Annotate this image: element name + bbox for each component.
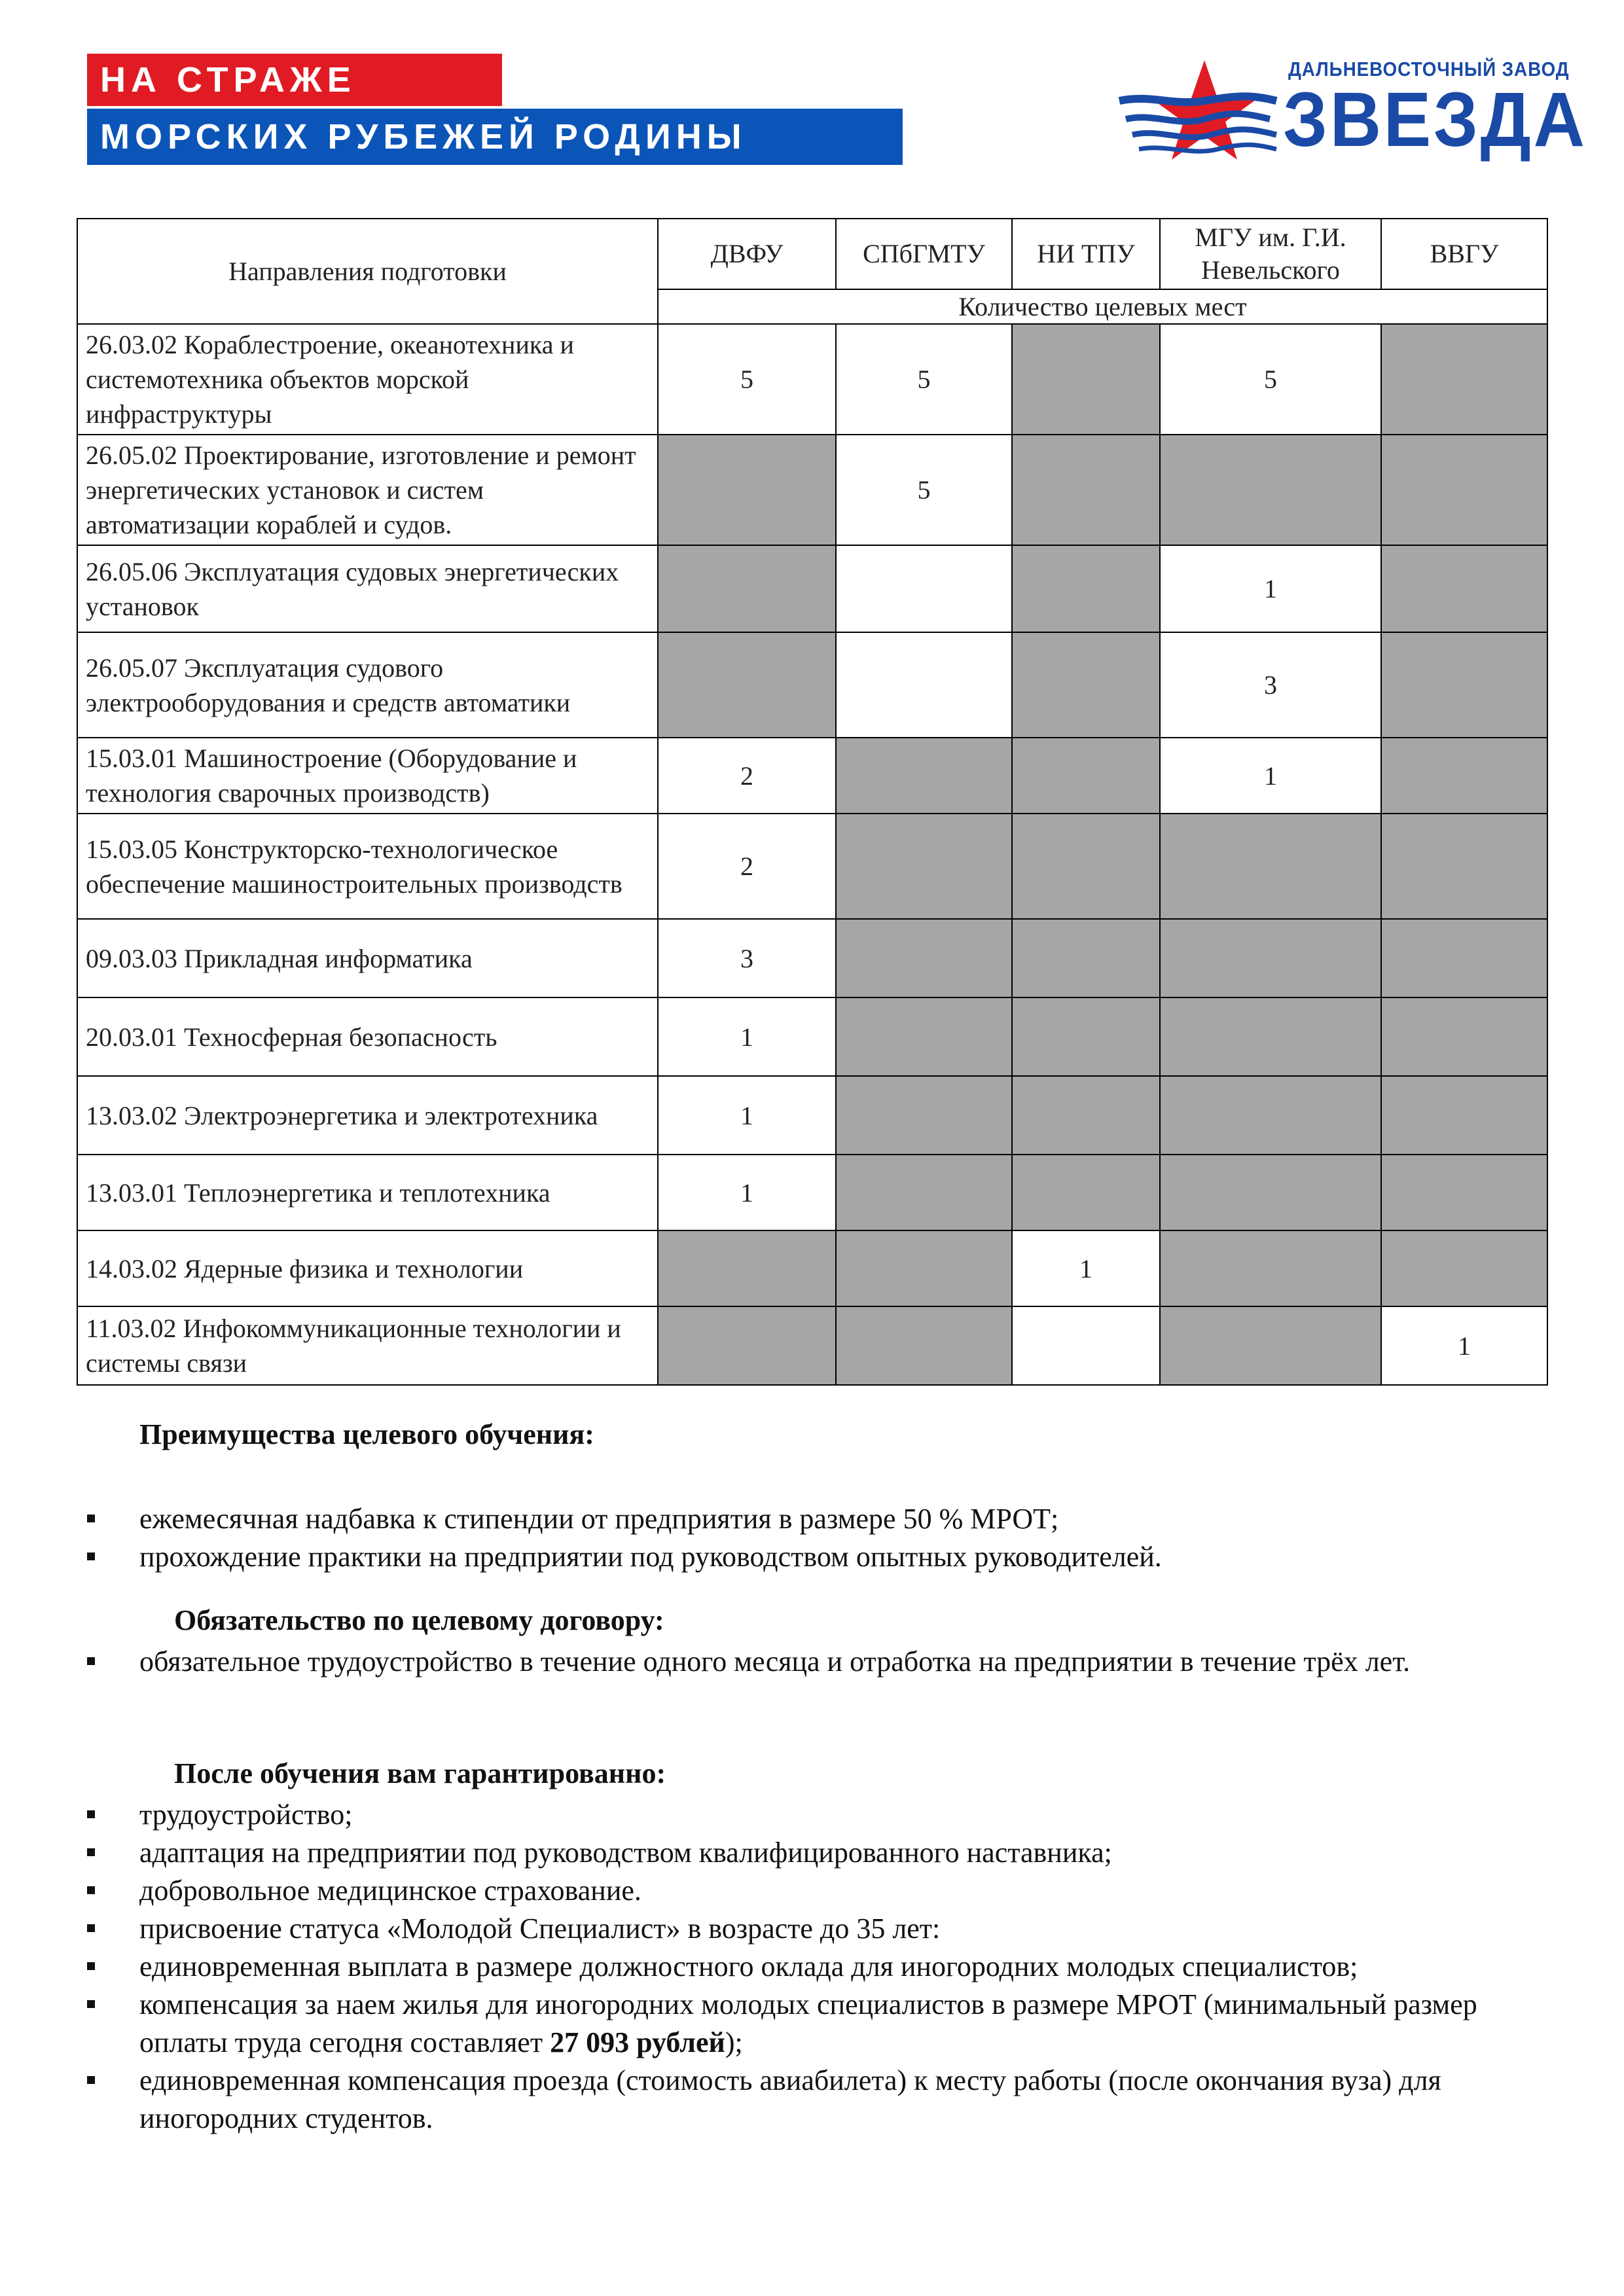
direction-cell: 26.05.06 Эксплуатация судовых энергетических установок	[77, 545, 658, 632]
list-item: присвоение статуса «Молодой Специалист» в возрасте до 35 лет:	[87, 1910, 1547, 1948]
table-row	[77, 1155, 1547, 1230]
university-header: ВВГУ	[1381, 219, 1547, 289]
table-row	[77, 1306, 1547, 1385]
list-item: обязательное трудоустройство в течение одного месяца и отработка на предприятии в течение трёх лет.	[87, 1643, 1547, 1681]
table-row	[77, 738, 1547, 814]
unavailable-cell	[1381, 738, 1547, 814]
unavailable-cell	[1381, 1155, 1547, 1230]
unavailable-cell	[1012, 1076, 1160, 1155]
count-cell	[836, 632, 1012, 738]
count-cell: 1	[658, 1076, 836, 1155]
table-row	[77, 545, 1547, 632]
university-header: СПбГМТУ	[836, 219, 1012, 289]
list-item: прохождение практики на предприятии под руководством опытных руководителей.	[87, 1538, 1547, 1576]
unavailable-cell	[1160, 919, 1381, 997]
banner-line-2: МОРСКИХ РУБЕЖЕЙ РОДИНЫ	[87, 109, 903, 165]
table-row	[77, 632, 1547, 738]
direction-cell: 15.03.01 Машиностроение (Оборудование и технология сварочных производств)	[77, 738, 658, 814]
unavailable-cell	[1381, 324, 1547, 435]
count-cell: 1	[658, 997, 836, 1076]
guarantees-list	[87, 1796, 1547, 2138]
university-header: ДВФУ	[658, 219, 836, 289]
unavailable-cell	[658, 1306, 836, 1385]
direction-cell: 26.05.02 Проектирование, изготовление и ремонт энергетических установок и систем автоматизации кораблей и судов.	[77, 435, 658, 545]
unavailable-cell	[1012, 738, 1160, 814]
unavailable-cell	[1381, 632, 1547, 738]
count-cell	[1012, 1306, 1160, 1385]
unavailable-cell	[1012, 1155, 1160, 1230]
unavailable-cell	[1160, 1230, 1381, 1306]
logo-title: ЗВЕЗДА	[1283, 77, 1587, 163]
advantages-title: Преимущества целевого обучения:	[139, 1418, 594, 1450]
list-item: единовременная выплата в размере должностного оклада для иногородних молодых специалистов;	[87, 1948, 1547, 1986]
list-item: единовременная компенсация проезда (стоимость авиабилета) к месту работы (после окончания вуза) для иногородних студентов.	[87, 2062, 1547, 2138]
direction-header: Направления подготовки	[77, 219, 658, 324]
count-header: Количество целевых мест	[658, 289, 1547, 324]
table-row	[77, 997, 1547, 1076]
unavailable-cell	[836, 814, 1012, 919]
obligation-list	[87, 1643, 1547, 1681]
unavailable-cell	[836, 997, 1012, 1076]
table-row	[77, 919, 1547, 997]
unavailable-cell	[1012, 435, 1160, 545]
count-cell: 3	[658, 919, 836, 997]
direction-cell: 13.03.01 Теплоэнергетика и теплотехника	[77, 1155, 658, 1230]
direction-cell: 13.03.02 Электроэнергетика и электротехника	[77, 1076, 658, 1155]
list-item: ежемесячная надбавка к стипендии от предприятия в размере 50 % МРОТ;	[87, 1500, 1547, 1538]
direction-cell: 09.03.03 Прикладная информатика	[77, 919, 658, 997]
count-cell: 2	[658, 814, 836, 919]
unavailable-cell	[1381, 919, 1547, 997]
direction-cell: 11.03.02 Инфокоммуникационные технологии и системы связи	[77, 1306, 658, 1385]
count-cell	[836, 545, 1012, 632]
table-row	[77, 1076, 1547, 1155]
table-row	[77, 435, 1547, 545]
unavailable-cell	[1160, 1155, 1381, 1230]
unavailable-cell	[1381, 1076, 1547, 1155]
list-item: компенсация за наем жилья для иногородних молодых специалистов в размере МРОТ (минимальный размер оплаты труда сегодня составляет 27 093 рублей);	[87, 1986, 1547, 2062]
direction-cell: 20.03.01 Техносферная безопасность	[77, 997, 658, 1076]
targets-table	[77, 218, 1548, 1386]
banner-line-1: НА СТРАЖЕ	[87, 54, 502, 106]
direction-cell: 26.03.02 Кораблестроение, океанотехника и системотехника объектов морской инфраструктуры	[77, 324, 658, 435]
unavailable-cell	[1012, 919, 1160, 997]
count-cell: 3	[1160, 632, 1381, 738]
count-cell: 1	[1160, 738, 1381, 814]
unavailable-cell	[1012, 545, 1160, 632]
unavailable-cell	[1381, 1230, 1547, 1306]
count-cell: 5	[1160, 324, 1381, 435]
count-cell: 2	[658, 738, 836, 814]
unavailable-cell	[836, 1076, 1012, 1155]
obligation-title: Обязательство по целевому договору:	[174, 1604, 664, 1636]
table-row	[77, 324, 1547, 435]
unavailable-cell	[1381, 997, 1547, 1076]
unavailable-cell	[658, 632, 836, 738]
logo-subtitle: ДАЛЬНЕВОСТОЧНЫЙ ЗАВОД	[1288, 58, 1570, 81]
university-header: МГУ им. Г.И. Невельского	[1160, 219, 1381, 289]
unavailable-cell	[1381, 814, 1547, 919]
unavailable-cell	[1012, 632, 1160, 738]
unavailable-cell	[658, 545, 836, 632]
unavailable-cell	[1381, 545, 1547, 632]
direction-cell: 15.03.05 Конструкторско-технологическое обеспечение машиностроительных производств	[77, 814, 658, 919]
unavailable-cell	[1160, 1076, 1381, 1155]
count-cell: 5	[836, 435, 1012, 545]
unavailable-cell	[658, 1230, 836, 1306]
unavailable-cell	[836, 1306, 1012, 1385]
list-item: адаптация на предприятии под руководством квалифицированного наставника;	[87, 1834, 1547, 1872]
unavailable-cell	[836, 919, 1012, 997]
advantages-list	[87, 1500, 1547, 1576]
university-header: НИ ТПУ	[1012, 219, 1160, 289]
count-cell: 1	[658, 1155, 836, 1230]
unavailable-cell	[1012, 814, 1160, 919]
unavailable-cell	[1160, 814, 1381, 919]
direction-cell: 26.05.07 Эксплуатация судового электрооборудования и средств автоматики	[77, 632, 658, 738]
unavailable-cell	[1160, 1306, 1381, 1385]
mrot-amount: 27 093 рублей	[550, 2026, 725, 2058]
unavailable-cell	[1012, 997, 1160, 1076]
unavailable-cell	[836, 1230, 1012, 1306]
unavailable-cell	[836, 738, 1012, 814]
list-item: добровольное медицинское страхование.	[87, 1872, 1547, 1910]
unavailable-cell	[1160, 997, 1381, 1076]
table-row	[77, 1230, 1547, 1306]
count-cell: 1	[1160, 545, 1381, 632]
table-row	[77, 814, 1547, 919]
unavailable-cell	[1160, 435, 1381, 545]
unavailable-cell	[1381, 435, 1547, 545]
unavailable-cell	[1012, 324, 1160, 435]
count-cell: 1	[1012, 1230, 1160, 1306]
list-item: трудоустройство;	[87, 1796, 1547, 1834]
count-cell: 1	[1381, 1306, 1547, 1385]
direction-cell: 14.03.02 Ядерные физика и технологии	[77, 1230, 658, 1306]
unavailable-cell	[836, 1155, 1012, 1230]
guarantees-title: После обучения вам гарантированно:	[174, 1757, 666, 1789]
count-cell: 5	[836, 324, 1012, 435]
count-cell: 5	[658, 324, 836, 435]
unavailable-cell	[658, 435, 836, 545]
